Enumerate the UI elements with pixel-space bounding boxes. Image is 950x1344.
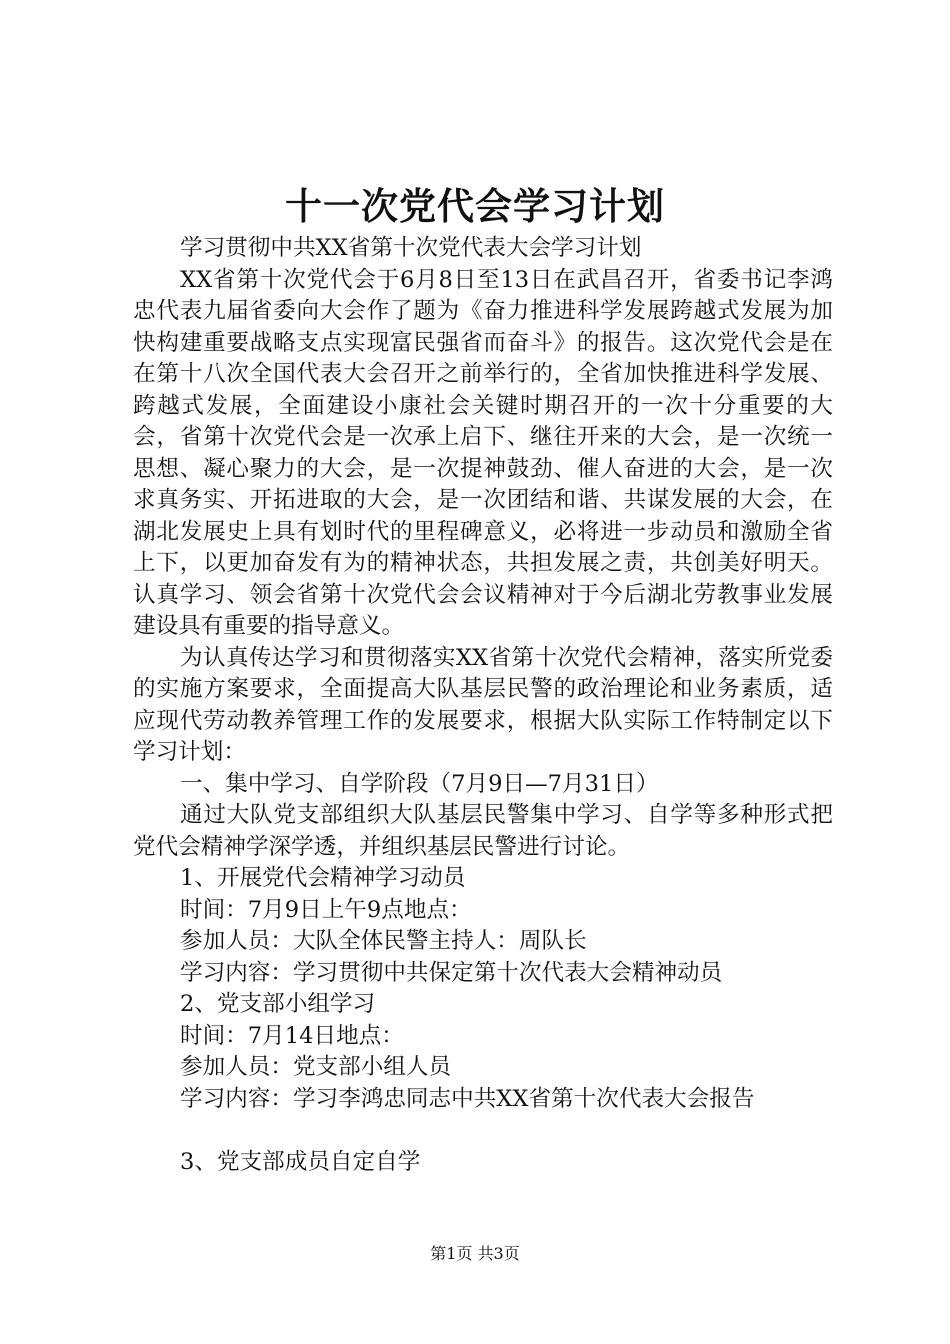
list-item-2-title: 2、党支部小组学习 <box>180 991 376 1017</box>
page-footer: 第1页 共3页 <box>430 1244 520 1263</box>
section-heading-1: 一、集中学习、自学阶段（7月9日—7月31日） <box>180 770 659 797</box>
list-item-1-title: 1、开展党代会精神学习动员 <box>180 865 466 891</box>
list-item-2-content: 学习内容：学习李鸿忠同志中共XX省第十次代表大会报告 <box>180 1085 755 1112</box>
document-body <box>133 233 833 1178</box>
list-item-2-participants: 参加人员：党支部小组人员 <box>180 1054 452 1080</box>
paragraph-subtitle: 学习贯彻中共XX省第十次党代表大会学习计划 <box>180 235 642 261</box>
list-item-1-time: 时间：7月9日上午9点地点： <box>180 896 472 923</box>
paragraph-intro: XX省第十次党代会于6月8日至13日在武昌召开，省委书记李鸿忠代表九届省委向大会作了题为《奋力推进科学发展跨越式发展为加快构建重要战略支点实现富民强省而奋斗》的报告。这次党代会是在在第十八次全国代表大会召开之前举行的，全省加快推进科学发展、跨越式发展，全面建设小康社会关键时期召开的一次十分重要的大会，省第十次党代会是一次承上启下、继往开来的大会，是一次统一思想、凝心聚力的大会，是一次提神鼓劲、催人奋进的大会，是一次求真务实、开拓进取的大会，是一次团结和谐、共谋发展的大会，在湖北发展史上具有划时代的里程碑意义，必将进一步动员和激励全省上下，以更加奋发有为的精神状态，共担发展之责，共创美好明天。认真学习、领会省第十次党代会会议精神对于今后湖北劳教事业发展建设具有重要的指导意义。 <box>133 266 833 639</box>
list-item-3-title: 3、党支部成员自定自学 <box>180 1148 421 1175</box>
paragraph-section-1: 通过大队党支部组织大队基层民警集中学习、自学等多种形式把党代会精神学深学透，并组织基层民警进行讨论。 <box>133 802 833 860</box>
list-item-1-content: 学习内容：学习贯彻中共保定第十次代表大会精神动员 <box>180 959 723 986</box>
paragraph-purpose: 为认真传达学习和贯彻落实XX省第十次党代会精神，落实所党委的实施方案要求，全面提高大队基层民警的政治理论和业务素质，适应现代劳动教养管理工作的发展要求，根据大队实际工作特制定以下学习计划： <box>133 644 833 765</box>
list-item-2-time: 时间：7月14日地点： <box>180 1022 404 1049</box>
list-item-1-participants: 参加人员：大队全体民警主持人：周队长 <box>180 928 587 954</box>
document-title: 十一次党代会学习计划 <box>285 184 665 228</box>
